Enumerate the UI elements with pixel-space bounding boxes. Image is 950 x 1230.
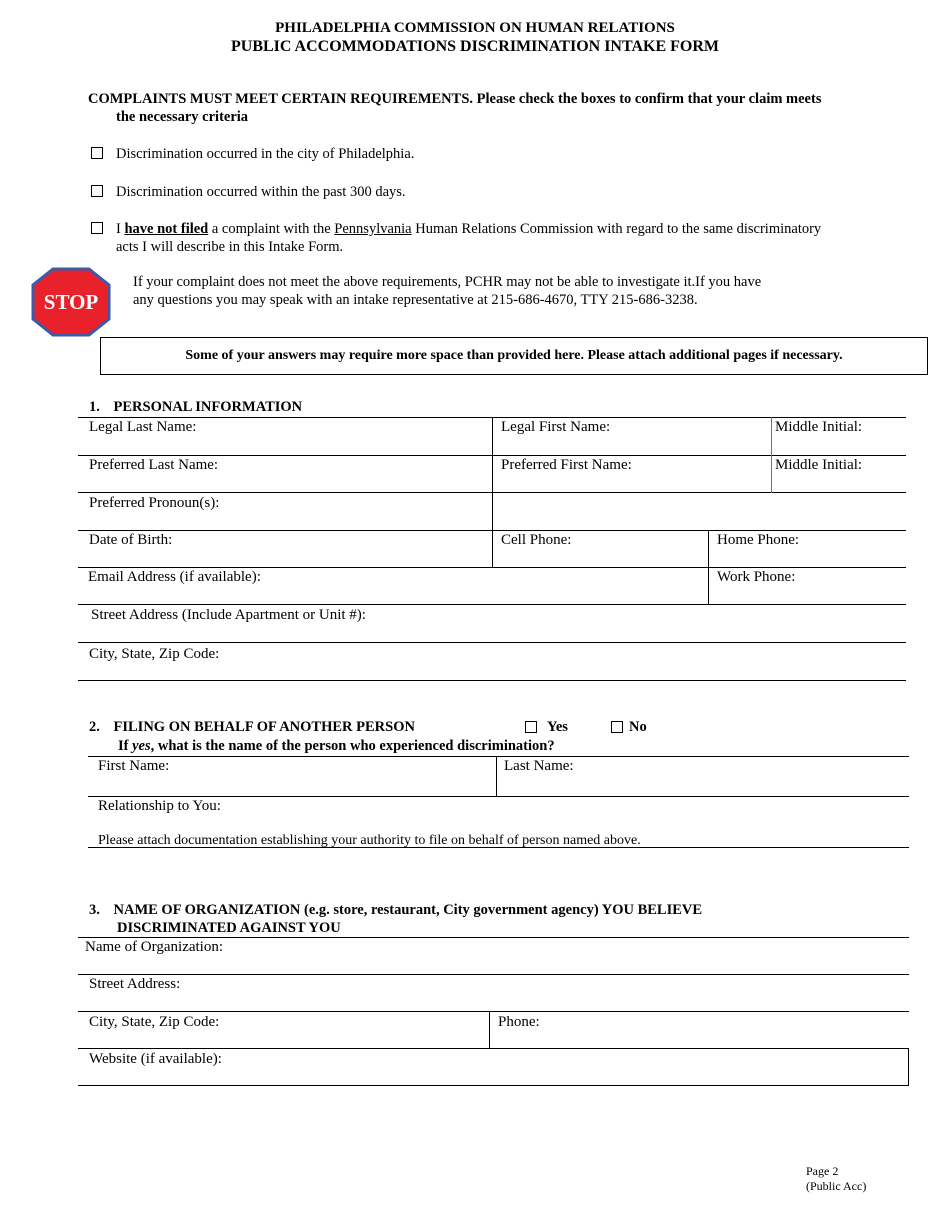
additional-pages-notice: Some of your answers may require more space than provided here. Please attach additional pages if necessary.	[100, 337, 928, 375]
on-behalf-yes-label: Yes	[547, 719, 568, 735]
crit3-suffix: Human Relations Commission with regard to the same discriminatory	[415, 221, 822, 237]
organization-city-field[interactable]: City, State, Zip Code:	[89, 1014, 220, 1030]
crit3-link: Pennsylvania	[334, 221, 412, 237]
requirements-line2: the necessary criteria	[116, 109, 249, 125]
section2-heading	[89, 719, 415, 736]
section3-title-line1: NAME OF ORGANIZATION (e.g. store, restaurant, City government agency) YOU BELIEVE	[113, 902, 703, 918]
page-number: Page 2	[806, 1164, 839, 1178]
attach-documentation-note: Please attach documentation establishing your authority to file on behalf of person named above.	[98, 833, 641, 848]
row-rule	[78, 1048, 909, 1049]
section1-heading	[89, 399, 302, 416]
form-title: PUBLIC ACCOMMODATIONS DISCRIMINATION INTAKE FORM	[230, 38, 720, 55]
section3-heading	[89, 901, 789, 937]
column-divider	[489, 1011, 490, 1048]
stop-sign-text: STOP	[43, 290, 99, 314]
row-rule	[78, 1011, 909, 1012]
preferred-pronouns-field[interactable]: Preferred Pronoun(s):	[89, 495, 220, 511]
on-behalf-no-label: No	[629, 719, 647, 735]
row-rule	[78, 604, 906, 605]
criterion-philadelphia-text: Discrimination occurred in the city of Philadelphia.	[116, 146, 415, 162]
section3-bottom-rule	[78, 1085, 909, 1086]
criterion-300-days-text: Discrimination occurred within the past 300 days.	[116, 184, 406, 200]
on-behalf-no-checkbox[interactable]	[611, 721, 623, 733]
legal-last-name-field[interactable]: Legal Last Name:	[89, 419, 197, 435]
preferred-last-name-field[interactable]: Preferred Last Name:	[89, 457, 219, 473]
section2-top-rule	[88, 756, 909, 757]
column-divider	[492, 417, 493, 568]
work-phone-field[interactable]: Work Phone:	[717, 569, 796, 585]
section2-question	[118, 738, 555, 755]
criterion-not-filed-checkbox[interactable]	[91, 222, 103, 234]
crit3-line2: acts I will describe in this Intake Form.	[116, 239, 344, 255]
on-behalf-yes-checkbox[interactable]	[525, 721, 537, 733]
section1-number: 1.	[89, 399, 100, 415]
criterion-not-filed-text	[116, 220, 896, 256]
section2-title: FILING ON BEHALF OF ANOTHER PERSON	[113, 719, 415, 735]
column-divider	[771, 417, 772, 493]
relationship-field[interactable]: Relationship to You:	[98, 798, 221, 814]
page-footer	[806, 1164, 866, 1194]
organization-street-field[interactable]: Street Address:	[89, 976, 181, 992]
row-rule	[78, 974, 909, 975]
right-border	[908, 1048, 909, 1085]
date-of-birth-field[interactable]: Date of Birth:	[89, 532, 173, 548]
question-emphasis: yes	[132, 738, 151, 754]
preferred-middle-initial-field[interactable]: Middle Initial:	[775, 457, 863, 473]
other-person-first-name-field[interactable]: First Name:	[98, 758, 170, 774]
requirements-heading	[88, 90, 888, 126]
requirements-line1: COMPLAINTS MUST MEET CERTAIN REQUIREMENTS. Please check the boxes to confirm that your claim meets	[88, 91, 822, 107]
stop-note	[133, 273, 833, 309]
row-rule	[88, 796, 909, 797]
criterion-philadelphia-checkbox[interactable]	[91, 147, 103, 159]
stop-note-line2: any questions you may speak with an intake representative at 215-686-4670, TTY 215-686-3238.	[133, 292, 698, 308]
organization-title: PHILADELPHIA COMMISSION ON HUMAN RELATIONS	[275, 20, 675, 36]
section3-top-rule	[78, 937, 909, 938]
legal-first-name-field[interactable]: Legal First Name:	[501, 419, 611, 435]
section1-bottom-rule	[78, 680, 906, 681]
crit3-bold: have not filed	[124, 221, 209, 237]
question-prefix: If	[118, 738, 129, 754]
cell-phone-field[interactable]: Cell Phone:	[501, 532, 572, 548]
organization-phone-field[interactable]: Phone:	[498, 1014, 540, 1030]
criterion-300-days-checkbox[interactable]	[91, 185, 103, 197]
city-state-zip-field[interactable]: City, State, Zip Code:	[89, 646, 220, 662]
middle-initial-field[interactable]: Middle Initial:	[775, 419, 863, 435]
section3-title-line2: DISCRIMINATED AGAINST YOU	[117, 920, 341, 936]
question-suffix: , what is the name of the person who experienced discrimination?	[150, 738, 555, 754]
column-divider	[496, 756, 497, 796]
street-address-field[interactable]: Street Address (Include Apartment or Unit #):	[91, 607, 366, 623]
preferred-first-name-field[interactable]: Preferred First Name:	[501, 457, 632, 473]
other-person-last-name-field[interactable]: Last Name:	[504, 758, 574, 774]
row-rule	[78, 642, 906, 643]
home-phone-field[interactable]: Home Phone:	[717, 532, 800, 548]
organization-website-field[interactable]: Website (if available):	[89, 1051, 222, 1067]
section2-number: 2.	[89, 719, 100, 735]
crit3-mid: a complaint with the	[211, 221, 331, 237]
email-address-field[interactable]: Email Address (if available):	[88, 569, 261, 585]
stop-note-line1: If your complaint does not meet the above requirements, PCHR may not be able to investigate it.If you have	[133, 274, 762, 290]
organization-name-field[interactable]: Name of Organization:	[85, 939, 224, 955]
section1-title: PERSONAL INFORMATION	[113, 399, 303, 415]
crit3-prefix: I	[116, 221, 121, 237]
stop-sign-icon	[31, 267, 111, 337]
section3-number: 3.	[89, 902, 100, 918]
form-code: (Public Acc)	[806, 1179, 867, 1193]
column-divider	[708, 530, 709, 604]
